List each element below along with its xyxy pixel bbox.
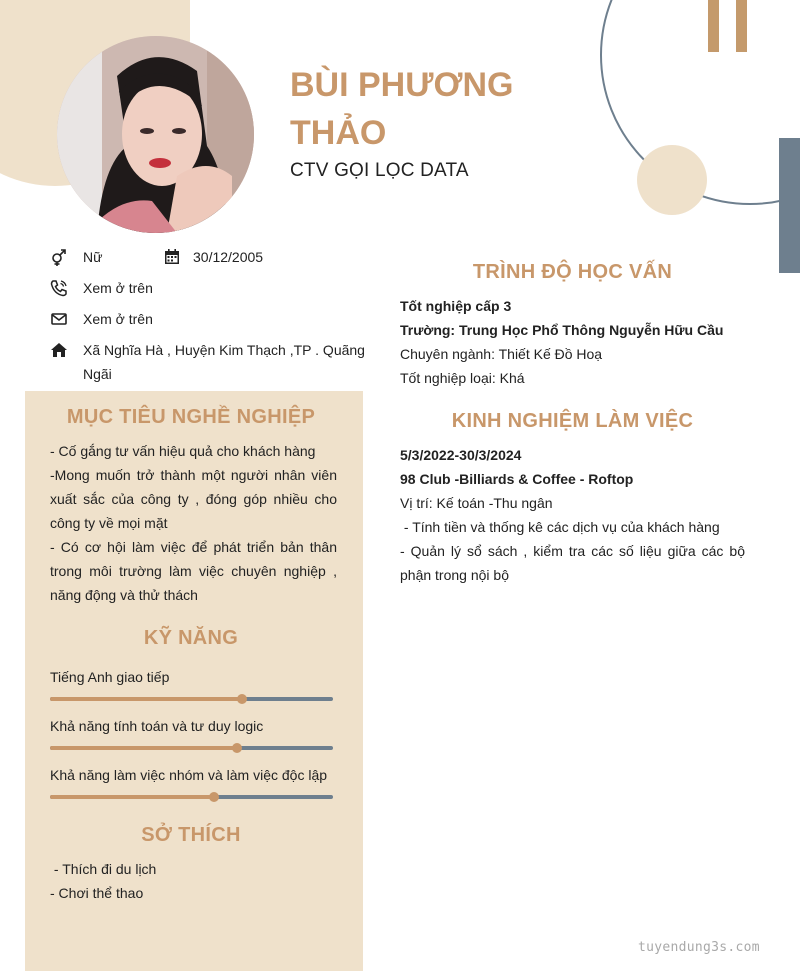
address-line1: Xã Nghĩa Hà , Huyện Kim Thạch ,TP . Quãng <box>83 342 365 358</box>
gender-icon <box>50 248 68 266</box>
calendar-icon <box>163 248 181 266</box>
objective-title: MỤC TIÊU NGHỀ NGHIỆP <box>66 406 316 428</box>
home-icon <box>50 341 68 359</box>
gender-value: Nữ <box>83 249 103 265</box>
watermark: tuyendung3s.com <box>638 940 760 955</box>
experience-duty: - Tính tiền và thống kê các dịch vụ của khách hàng <box>400 519 720 535</box>
experience-company: 98 Club -Billiards & Coffee - Roftop <box>400 471 634 487</box>
skill-bar-fill <box>50 746 237 750</box>
email-value: Xem ở trên <box>83 311 153 327</box>
skill-bar-knob <box>232 743 242 753</box>
phone-icon <box>50 279 68 297</box>
experience-duty: - Quản lý sổ sách , kiểm tra các số liệu giữa các bộ <box>400 543 745 559</box>
job-title: CTV GỌI LỌC DATA <box>290 160 469 181</box>
skill-label: Khả năng làm việc nhóm và làm việc độc lập <box>50 767 328 783</box>
skill-bar <box>50 697 333 701</box>
skill-bar-fill <box>50 795 214 799</box>
skill-bar <box>50 795 333 799</box>
contact-phone <box>50 276 250 300</box>
education-grade: Tốt nghiệp loại: Khá <box>400 370 525 386</box>
hobbies-list <box>50 857 337 905</box>
experience-content <box>400 443 745 587</box>
decorative-side-bar <box>779 138 800 273</box>
experience-period: 5/3/2022-30/3/2024 <box>400 447 522 463</box>
skill-bar-fill <box>50 697 242 701</box>
hobbies-title: SỞ THÍCH <box>141 824 241 846</box>
education-school: Trường: Trung Học Phổ Thông Nguyễn Hữu Cầu <box>400 322 724 338</box>
contact-birthday <box>163 245 303 269</box>
phone-value: Xem ở trên <box>83 280 153 296</box>
experience-position: Vị trí: Kế toán -Thu ngân <box>400 495 553 511</box>
education-content <box>400 294 745 390</box>
objective-text <box>50 439 337 607</box>
profile-photo <box>57 36 254 233</box>
decorative-bar <box>708 0 719 52</box>
skill-bar <box>50 746 333 750</box>
hobby-item: - Thích đi du lịch <box>50 861 157 877</box>
birthday-value: 30/12/2005 <box>193 249 264 265</box>
education-major: Chuyên ngành: Thiết Kế Đồ Hoạ <box>400 346 603 362</box>
education-title: TRÌNH ĐỘ HỌC VẤN <box>472 261 673 283</box>
candidate-name <box>290 61 550 157</box>
candidate-name-line2: THẢO <box>290 114 387 152</box>
skill-label: Khả năng tính toán và tư duy logic <box>50 718 264 734</box>
objective-line: công ty về mọi mặt <box>50 515 168 531</box>
objective-line: - Có cơ hội làm việc để phát triển bản thân <box>50 539 337 555</box>
objective-line: trong môi trường làm việc chuyên nghiệp , <box>50 563 337 579</box>
education-degree: Tốt nghiệp cấp 3 <box>400 298 512 314</box>
skills-title: KỸ NĂNG <box>143 627 239 649</box>
objective-line: năng động và thử thách <box>50 587 198 603</box>
decorative-bar <box>736 0 747 52</box>
contact-address <box>50 338 370 386</box>
skill-label: Tiếng Anh giao tiếp <box>50 669 170 685</box>
candidate-name-line1: BÙI PHƯƠNG <box>290 66 514 104</box>
address-value <box>83 338 373 386</box>
objective-line: xuất sắc của công ty , đóng góp nhiều cho <box>50 491 337 507</box>
address-line2: Ngãi <box>83 366 112 382</box>
objective-line: -Mong muốn trở thành một người nhân viên <box>50 467 337 483</box>
mail-icon <box>50 310 68 328</box>
hobby-item: - Chơi thể thao <box>50 885 144 901</box>
objective-line: - Cố gắng tư vấn hiệu quả cho khách hàng <box>50 443 316 459</box>
experience-duty: phận trong nội bộ <box>400 567 509 583</box>
contact-email <box>50 307 250 331</box>
experience-title: KINH NGHIỆM LÀM VIỆC <box>451 410 694 432</box>
contact-gender <box>50 245 170 269</box>
decorative-dot <box>637 145 707 215</box>
